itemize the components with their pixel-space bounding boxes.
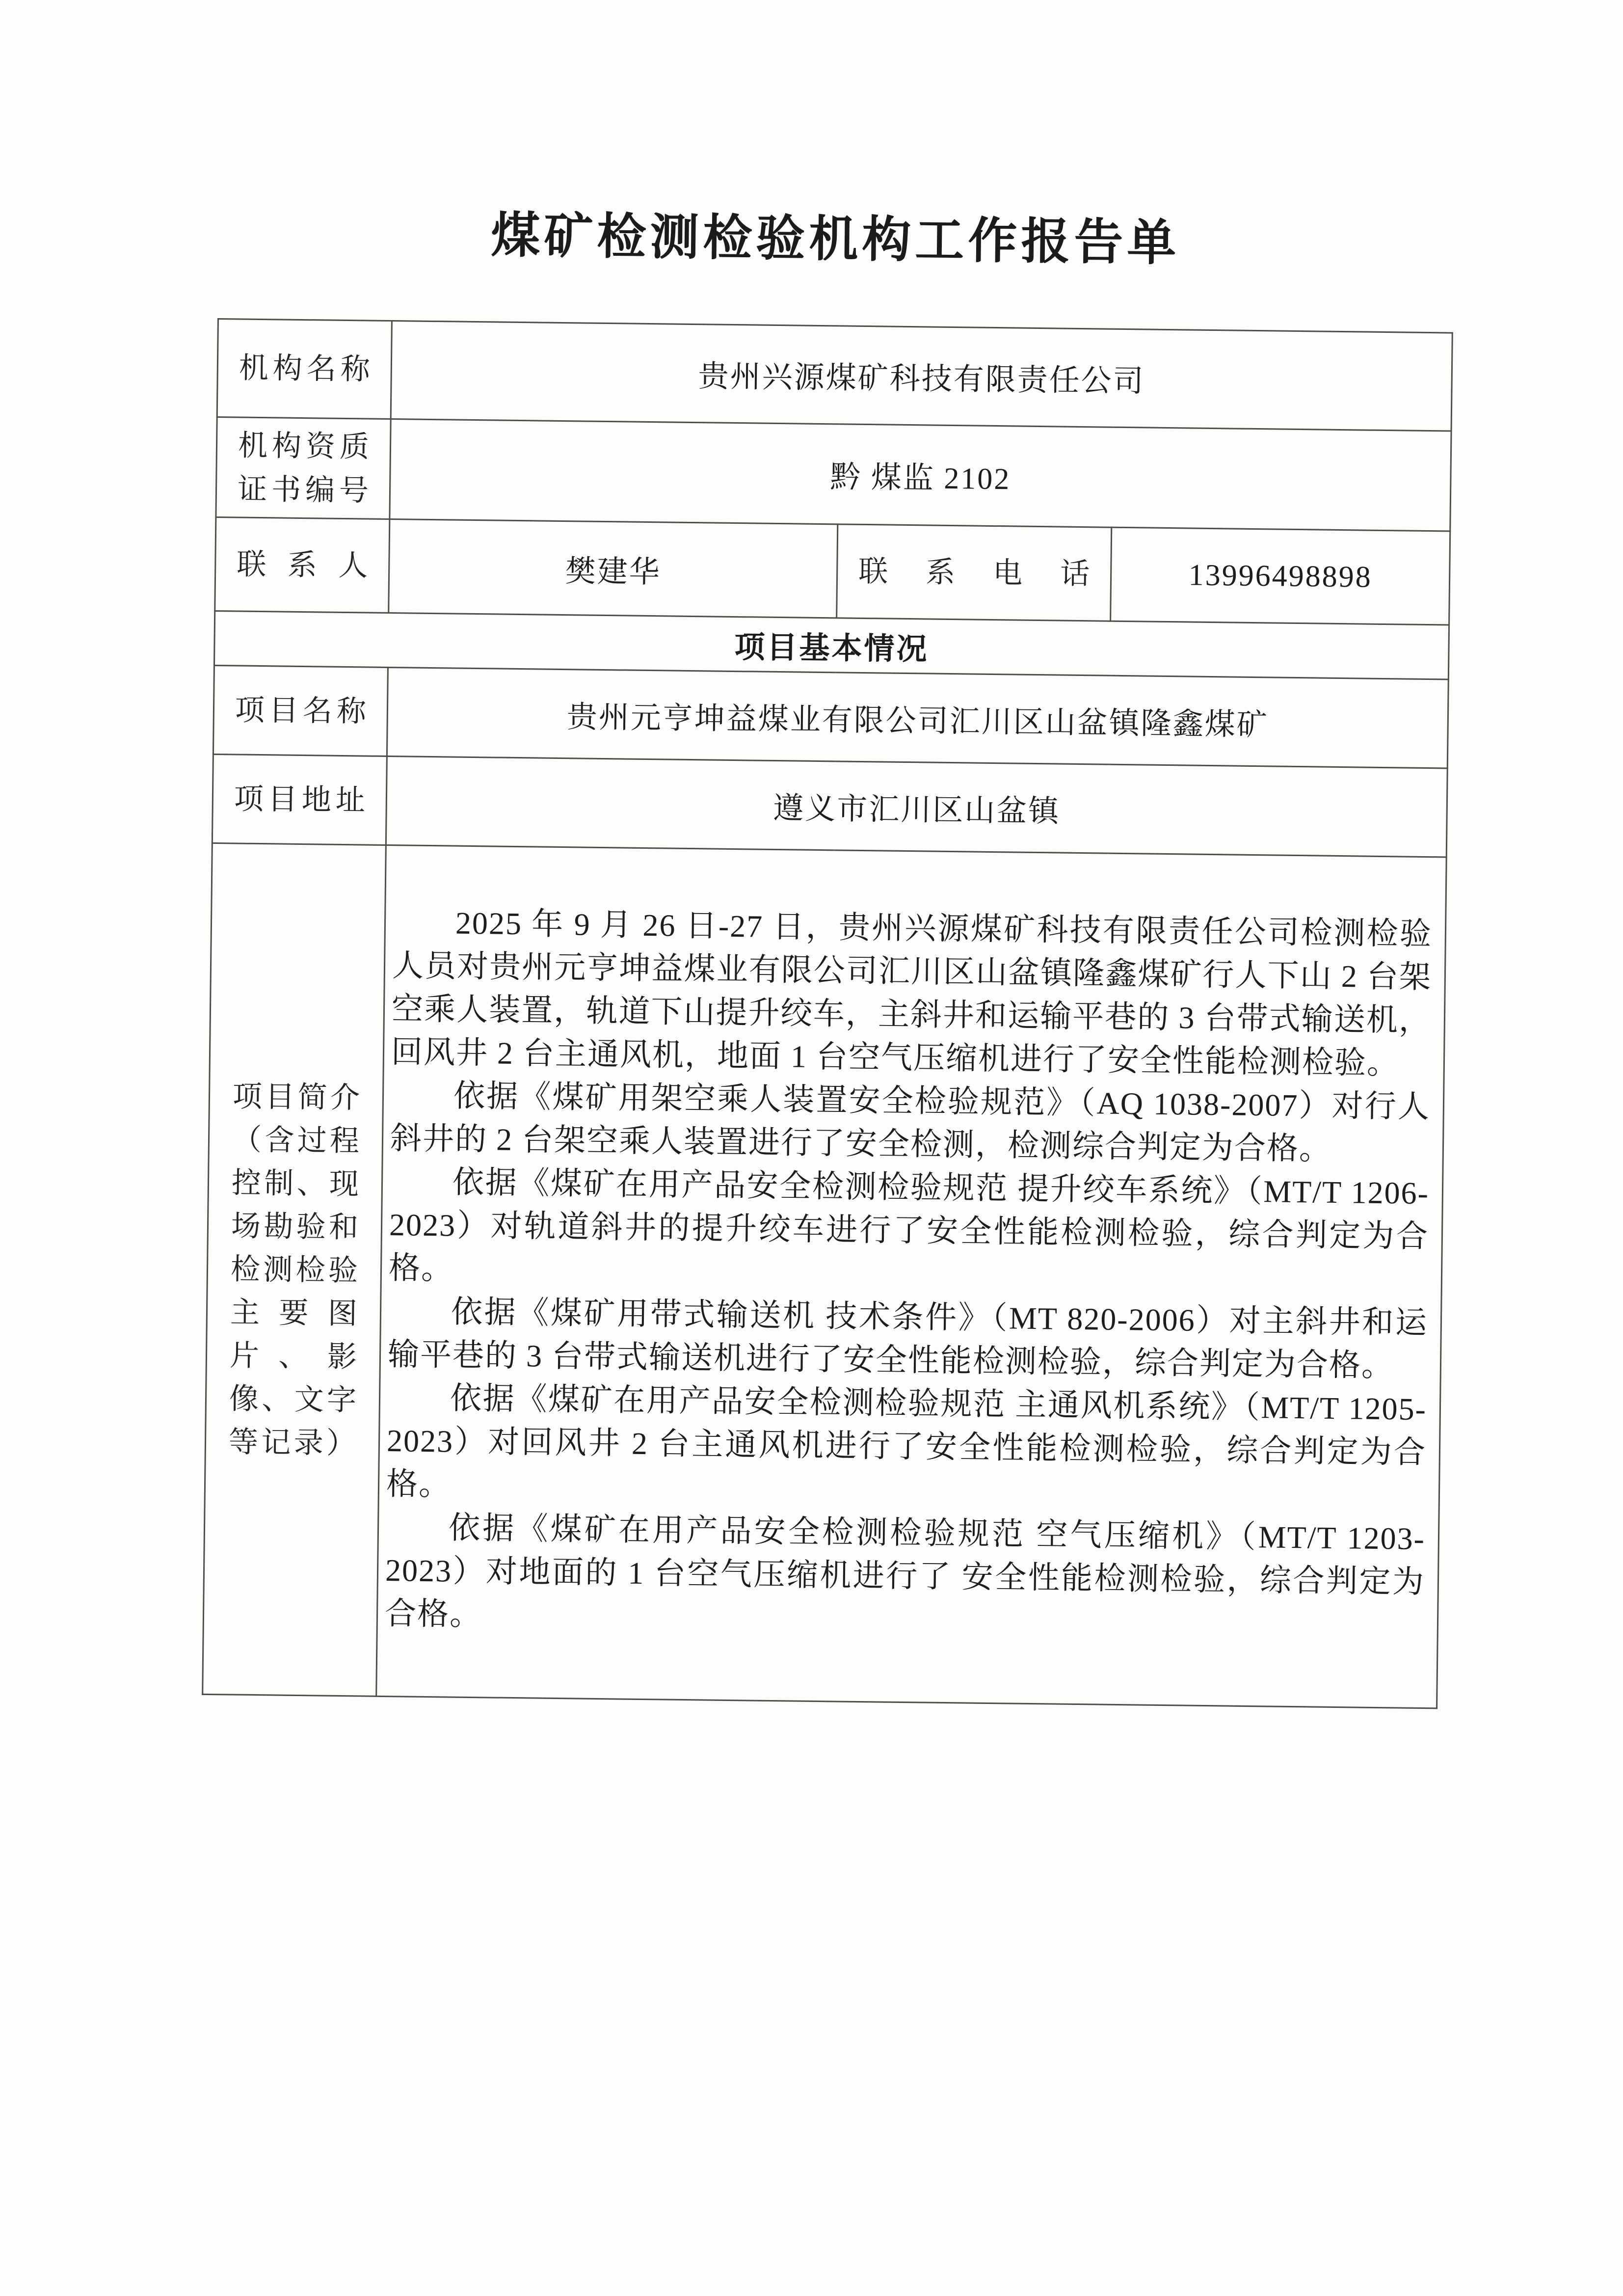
intro-paragraph: 依据《煤矿在用产品安全检测检验规范 空气压缩机》（MT/T 1203-2023）对地面的 1 台空气压缩机进行了 安全性能检测检验，综合判定为合格。 xyxy=(384,1510,1426,1632)
project-address-value: 遵义市汇川区山盆镇 xyxy=(386,756,1447,857)
phone-value: 13996498898 xyxy=(1111,527,1450,625)
contact-value: 樊建华 xyxy=(389,519,838,618)
intro-paragraph: 依据《煤矿用架空乘人装置安全检验规范》（AQ 1038-2007）对行人斜井的 2 台架空乘人装置进行了安全检测，检测综合判定为合格。 xyxy=(390,1078,1431,1166)
intro-paragraph: 依据《煤矿在用产品安全检测检验规范 提升绞车系统》（MT/T 1206-2023）对轨道斜井的提升绞车进行了安全性能检测检验，综合判定为合格。 xyxy=(388,1164,1430,1286)
project-intro-content xyxy=(376,845,1447,1708)
cert-no-value: 黔 煤监 2102 xyxy=(390,419,1451,532)
org-name-label: 机构名称 xyxy=(217,319,392,419)
table-row xyxy=(212,754,1447,857)
project-intro-row xyxy=(203,843,1447,1708)
project-name-label: 项目名称 xyxy=(213,665,388,756)
project-address-label: 项目地址 xyxy=(212,754,387,845)
table-row xyxy=(217,319,1452,432)
cert-no-label: 机构资质证书编号 xyxy=(216,417,391,519)
intro-paragraph: 依据《煤矿用带式输送机 技术条件》（MT 820-2006）对主斜井和运输平巷的 3 台带式输送机进行了安全性能检测检验，综合判定为合格。 xyxy=(387,1294,1428,1383)
table-row xyxy=(213,665,1448,768)
org-name-value: 贵州兴源煤矿科技有限责任公司 xyxy=(391,321,1452,432)
project-intro-label: 项目简介（含过程控制、现场勘验和检测检验主要图片、影像、文字等记录） xyxy=(203,843,386,1696)
phone-label: 联系电话 xyxy=(837,524,1112,621)
intro-paragraph: 依据《煤矿在用产品安全检测检验规范 主通风机系统》（MT/T 1205-2023）对回风井 2 台主通风机进行了安全性能检测检验，综合判定为合格。 xyxy=(386,1380,1427,1502)
report-title: 煤矿检测检验机构工作报告单 xyxy=(490,208,1180,271)
intro-paragraph: 2025 年 9 月 26 日-27 日，贵州兴源煤矿科技有限责任公司检测检验人员对贵州元亨坤益煤业有限公司汇川区山盆镇隆鑫煤矿行人下山 2 台架空乘人装置，轨道下山提升绞车，主斜井和运输平巷的 3 台带式输送机，回风井 2 台主通风机，地面 1 台空气压缩机进行了安全性能检测检验。 xyxy=(391,905,1433,1081)
project-name-value: 贵州元亨坤益煤业有限公司汇川区山盆镇隆鑫煤矿 xyxy=(387,667,1448,768)
table-row xyxy=(215,517,1450,625)
contact-label: 联系人 xyxy=(215,517,390,613)
table-row xyxy=(216,417,1451,532)
intro-paragraphs xyxy=(385,901,1433,1647)
report-table xyxy=(202,318,1453,1709)
section-header: 项目基本情况 xyxy=(214,611,1449,679)
